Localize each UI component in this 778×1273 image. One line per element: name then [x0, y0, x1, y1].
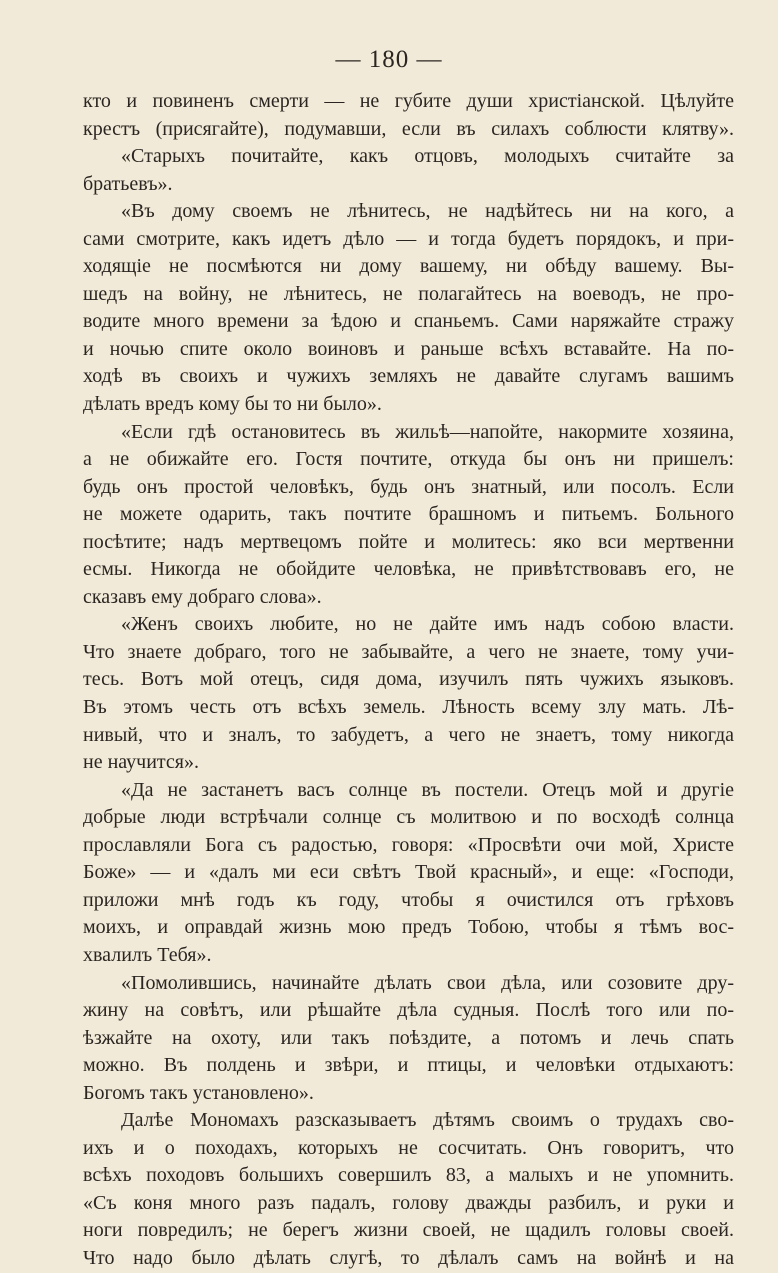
text-line: Что знаете добраго, того не забывайте, а чего не знаете, тому учи-: [83, 640, 734, 663]
text-line: приложи мнѣ годъ къ году, чтобы я очистился отъ грѣховъ: [83, 888, 734, 911]
body-text: [83, 88, 734, 1273]
text-line: «Женъ своихъ любите, но не дайте имъ надъ собою власти.: [121, 613, 734, 636]
text-line: тесь. Вотъ мой отецъ, сидя дома, изучилъ пять чужихъ языковъ.: [83, 668, 734, 691]
text-line: посѣтите; надъ мертвецомъ пойте и молитесь: яко вси мертвенни: [83, 530, 734, 553]
text-line: прославляли Бога съ радостью, говоря: «Просвѣти очи мой, Христе: [83, 833, 734, 856]
text-line: дѣлать вредъ кому бы то ни было».: [83, 393, 382, 416]
text-line: «Помолившись, начинайте дѣлать свои дѣла, или созовите дру-: [121, 971, 734, 994]
text-line: есмы. Никогда не обойдите человѣка, не привѣтствовавъ его, не: [83, 558, 734, 581]
text-line: Что надо было дѣлать слугѣ, то дѣлалъ самъ на войнѣ и на: [83, 1246, 734, 1269]
text-line: моихъ, и оправдай жизнь мою предъ Тобою, чтобы я тѣмъ вос-: [83, 916, 734, 939]
text-line: и ночью спите около воиновъ и раньше всѣхъ вставайте. На по-: [83, 337, 734, 360]
text-line: ихъ и о походахъ, которыхъ не сосчитать. Онъ говоритъ, что: [83, 1136, 734, 1159]
text-line: Богомъ такъ установлено».: [83, 1081, 314, 1104]
text-line: ходящіе не посмѣются ни дому вашему, ни обѣду вашему. Вы-: [83, 255, 734, 278]
text-line: «Старыхъ почитайте, какъ отцовъ, молодыхъ считайте за: [121, 145, 734, 168]
text-line: сами смотрите, какъ идетъ дѣло — и тогда будетъ порядокъ, и при-: [83, 227, 734, 250]
text-line: можно. Въ полдень и звѣри, и птицы, и человѣки отдыхаютъ:: [83, 1054, 734, 1077]
text-line: кто и повиненъ смерти — не губите души христіанской. Цѣлуйте: [83, 90, 734, 112]
text-line: крестъ (присягайте), подумавши, если въ силахъ соблюсти клятву».: [83, 117, 734, 140]
text-line: «Съ коня много разъ падалъ, голову дважды разбилъ, и руки и: [83, 1191, 734, 1214]
text-line: Боже» — и «далъ ми еси свѣтъ Твой красный», и еще: «Господи,: [83, 861, 734, 884]
text-line: Въ этомъ честь отъ всѣхъ земель. Лѣность всему злу мать. Лѣ-: [83, 696, 734, 719]
text-line: добрые люди встрѣчали солнце съ молитвою и по восходѣ солнца: [83, 806, 734, 829]
text-line: жину на совѣтъ, или рѣшайте дѣла судныя. Послѣ того или по-: [83, 999, 734, 1022]
text-line: нивый, что и зналъ, то забудетъ, а чего не знаетъ, тому никогда: [83, 723, 734, 746]
text-line: не можете одарить, такъ почтите брашномъ и питьемъ. Больного: [83, 503, 734, 526]
text-line: хвалилъ Тебя».: [83, 943, 212, 966]
text-line: «Въ дому своемъ не лѣнитесь, не надѣйтесь ни на кого, а: [121, 200, 734, 223]
text-line: «Да не застанетъ васъ солнце въ постели. Отецъ мой и другіе: [121, 778, 734, 801]
text-line: всѣхъ походовъ большихъ совершилъ 83, а малыхъ и не упомнить.: [83, 1164, 734, 1187]
text-line: шедъ на войну, не лѣнитесь, не полагайтесь на воеводъ, не про-: [83, 282, 734, 305]
text-line: ѣзжайте на охоту, или такъ поѣздите, а потомъ и лечь спать: [83, 1026, 734, 1049]
text-line: «Если гдѣ остановитесь въ жильѣ—напойте, накормите хозяина,: [121, 420, 734, 443]
text-line: не научится».: [83, 751, 199, 774]
text-line: ноги повредилъ; не берегъ жизни своей, не щадилъ головы своей.: [83, 1219, 734, 1242]
page-number: — 180 —: [335, 46, 443, 73]
text-line: братьевъ».: [83, 172, 173, 195]
text-line: сказавъ ему добраго слова».: [83, 585, 322, 608]
text-line: будь онъ простой человѣкъ, будь онъ знатный, или посолъ. Если: [83, 475, 734, 498]
text-line: ходѣ въ своихъ и чужихъ земляхъ не давайте слугамъ вашимъ: [83, 365, 734, 388]
text-line: Далѣе Мономахъ разсказываетъ дѣтямъ своимъ о трудахъ сво-: [121, 1109, 734, 1132]
text-line: а не обижайте его. Гостя почтите, откуда бы онъ ни пришелъ:: [83, 448, 734, 471]
text-line: водите много времени за ѣдою и спаньемъ. Сами наряжайте стражу: [83, 310, 734, 333]
